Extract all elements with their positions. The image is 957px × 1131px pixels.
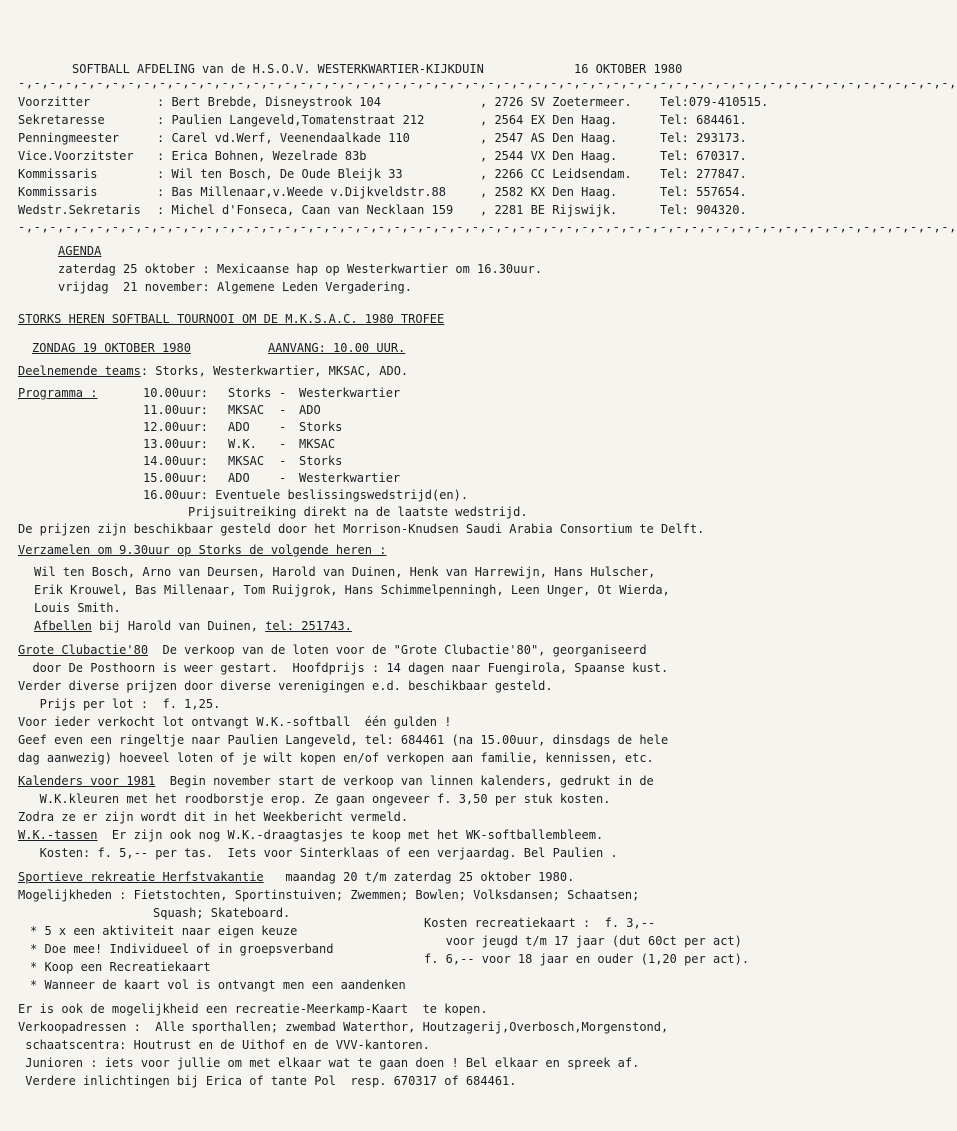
board-row — [18, 185, 788, 201]
program-dash: - — [279, 437, 287, 451]
agenda-item: zaterdag 25 oktober : Mexicaanse hap op Westerkwartier om 16.30uur. — [58, 262, 543, 276]
board-tel: Tel: 904320. — [660, 203, 747, 217]
agenda-heading: AGENDA — [58, 244, 102, 258]
info-note: Verdere inlichtingen bij Erica of tante Pol resp. 670317 of 684461. — [18, 1074, 517, 1088]
kalenders-text: W.K.kleuren met het roodborstje erop. Ze gaan ongeveer f. 3,50 per stuk kosten. — [18, 792, 611, 806]
program-team-a: Storks — [228, 386, 272, 400]
program-time: 12.00uur: — [143, 420, 209, 434]
recreatie-dates: maandag 20 t/m zaterdag 25 oktober 1980. — [263, 870, 575, 884]
tassen-line — [18, 828, 603, 842]
separator-bottom: -,-,-,-,-,-,-,-,-,-,-,-,-,-,-,-,-,-,-,-,-,-,-,-,-,-,-,-,-,-,-,-,-,-,-,-,-,-,-,-,-,-,-,-,-,-,-,-,-,-,-,-,-,-,-,-,-,-,-,-, — [18, 220, 957, 234]
costs-line: f. 6,-- voor 18 jaar en ouder (1,20 per act). — [424, 952, 750, 966]
board-row — [18, 167, 788, 183]
board-tel: Tel:079-410515. — [660, 95, 769, 109]
board-name: : Bert Brebde, Disneystrook 104 — [157, 95, 381, 109]
separator-top: -,-,-,-,-,-,-,-,-,-,-,-,-,-,-,-,-,-,-,-,-,-,-,-,-,-,-,-,-,-,-,-,-,-,-,-,-,-,-,-,-,-,-,-,-,-,-,-,-,-,-,-,-,-,-,-,-,-,-,-, — [18, 76, 957, 90]
program-team-a: MKSAC — [228, 454, 265, 468]
recreatie-bullet: * Koop een Recreatiekaart — [30, 960, 211, 974]
agenda-item: vrijdag 21 november: Algemene Leden Vergadering. — [58, 280, 413, 294]
program-award: Prijsuitreiking direkt na de laatste wedstrijd. — [188, 505, 528, 519]
tournament-title: STORKS HEREN SOFTBALL TOURNOOI OM DE M.K.S.A.C. 1980 TROFEE — [18, 312, 445, 326]
teams-list: : Storks, Westerkwartier, MKSAC, ADO. — [140, 364, 409, 378]
cancel-text: bij Harold van Duinen, — [91, 619, 266, 633]
board-row — [18, 149, 788, 165]
players-line: Wil ten Bosch, Arno van Deursen, Harold van Duinen, Henk van Harrewijn, Hans Hulscher, — [34, 565, 656, 579]
options-list: Fietstochten, Sportinstuiven; Zwemmen; Bowlen; Volksdansen; Schaatsen; — [126, 888, 640, 902]
options-list: Squash; Skateboard. — [153, 906, 291, 920]
newsletter-title: SOFTBALL AFDELING van de H.S.O.V. WESTERKWARTIER-KIJKDUIN — [72, 62, 484, 76]
tassen-text: Er zijn ook nog W.K.-draagtasjes te koop met het WK-softballembleem. — [97, 828, 604, 842]
board-zip: , 2547 AS Den Haag. — [480, 131, 618, 145]
board-role: Sekretaresse — [18, 113, 105, 127]
newsletter-date: 16 OKTOBER 1980 — [574, 62, 683, 76]
program-team-b: Westerkwartier — [299, 471, 401, 485]
board-tel: Tel: 684461. — [660, 113, 747, 127]
gather-heading: Verzamelen om 9.30uur op Storks de volgende heren : — [18, 543, 387, 557]
clubactie-text: De verkoop van de loten voor de "Grote Clubactie'80", georganiseerd — [148, 643, 647, 657]
program-team-b: Storks — [299, 454, 343, 468]
board-row — [18, 203, 788, 219]
teams-label: Deelnemende teams — [18, 364, 141, 378]
board-name: : Bas Millenaar,v.Weede v.Dijkveldstr.88 — [157, 185, 446, 199]
board-name: : Paulien Langeveld,Tomatenstraat 212 — [157, 113, 425, 127]
program-team-b: ADO — [299, 403, 321, 417]
players-line: Louis Smith. — [34, 601, 121, 615]
board-name: : Michel d'Fonseca, Caan van Necklaan 159 — [157, 203, 454, 217]
board-row — [18, 131, 788, 147]
board-tel: Tel: 557654. — [660, 185, 747, 199]
program-dash: - — [279, 454, 287, 468]
board-role: Wedstr.Sekretaris — [18, 203, 141, 217]
board-zip: , 2726 SV Zoetermeer. — [480, 95, 632, 109]
board-tel: Tel: 293173. — [660, 131, 747, 145]
costs-line: Kosten recreatiekaart : f. 3,-- — [424, 916, 656, 930]
board-zip: , 2564 EX Den Haag. — [480, 113, 618, 127]
board-name: : Wil ten Bosch, De Oude Bleijk 33 — [157, 167, 403, 181]
recreatie-line — [18, 870, 574, 884]
options-line — [18, 888, 639, 902]
options-label: Mogelijkheden : — [18, 888, 127, 902]
cancel-label: Afbellen — [34, 619, 92, 633]
clubactie-text: Prijs per lot : f. 1,25. — [18, 697, 221, 711]
board-role: Penningmeester — [18, 131, 120, 145]
program-time: 14.00uur: — [143, 454, 209, 468]
addresses-line: schaatscentra: Houtrust en de Uithof en de VVV-kantoren. — [18, 1038, 430, 1052]
board-name: : Carel vd.Werf, Veenendaalkade 110 — [157, 131, 410, 145]
board-row — [18, 113, 788, 129]
program-final: 16.00uur: Eventuele beslissingswedstrijd(en). — [143, 488, 469, 502]
board-role: Vice.Voorzitster — [18, 149, 134, 163]
program-time: 11.00uur: — [143, 403, 209, 417]
program-team-b: Westerkwartier — [299, 386, 401, 400]
recreatie-heading: Sportieve rekreatie Herfstvakantie — [18, 870, 264, 884]
board-row — [18, 95, 788, 111]
board-role: Kommissaris — [18, 167, 98, 181]
clubactie-line — [18, 643, 647, 657]
board-zip: , 2544 VX Den Haag. — [480, 149, 618, 163]
board-tel: Tel: 277847. — [660, 167, 747, 181]
recreatie-bullet: * Wanneer de kaart vol is ontvangt men een aandenken — [30, 978, 406, 992]
clubactie-text: Verder diverse prijzen door diverse verenigingen e.d. beschikbaar gesteld. — [18, 679, 553, 693]
clubactie-text: door De Posthoorn is weer gestart. Hoofdprijs : 14 dagen naar Fuengirola, Spaanse kust. — [18, 661, 669, 675]
tassen-text: Kosten: f. 5,-- per tas. Iets voor Sinterklaas of een verjaardag. Bel Paulien . — [18, 846, 618, 860]
board-tel: Tel: 670317. — [660, 149, 747, 163]
clubactie-text: Geef even een ringeltje naar Paulien Langeveld, tel: 684461 (na 15.00uur, dinsdags de hele — [18, 733, 669, 747]
tournament-date: ZONDAG 19 OKTOBER 1980 — [32, 341, 191, 355]
kalenders-heading: Kalenders voor 1981 — [18, 774, 156, 788]
board-zip: , 2582 KX Den Haag. — [480, 185, 618, 199]
program-team-b: Storks — [299, 420, 343, 434]
prizes-note: De prijzen zijn beschikbaar gesteld door het Morrison-Knudsen Saudi Arabia Consortium te Delft. — [18, 522, 705, 536]
recreatie-bullet: * 5 x een aktiviteit naar eigen keuze — [30, 924, 298, 938]
clubactie-text: dag aanwezig) hoeveel loten of je wilt kopen en/of verkopen aan familie, kennissen, etc. — [18, 751, 654, 765]
clubactie-heading: Grote Clubactie'80 — [18, 643, 149, 657]
cancel-line — [34, 619, 352, 633]
cancel-tel: tel: 251743. — [265, 619, 352, 633]
meerkamp-note: Er is ook de mogelijkheid een recreatie-Meerkamp-Kaart te kopen. — [18, 1002, 488, 1016]
program-time: 15.00uur: — [143, 471, 209, 485]
tournament-start: AANVANG: 10.00 UUR. — [268, 341, 406, 355]
program-dash: - — [279, 471, 287, 485]
program-dash: - — [279, 403, 287, 417]
kalenders-text: Zodra ze er zijn wordt dit in het Weekbericht vermeld. — [18, 810, 409, 824]
program-dash: - — [279, 386, 287, 400]
board-role: Voorzitter — [18, 95, 91, 109]
kalenders-line — [18, 774, 654, 788]
program-time: 10.00uur: — [143, 386, 209, 400]
program-team-a: ADO — [228, 471, 250, 485]
board-zip: , 2266 CC Leidsendam. — [480, 167, 632, 181]
program-label: Programma : — [18, 386, 98, 400]
tassen-heading: W.K.-tassen — [18, 828, 98, 842]
program-time: 13.00uur: — [143, 437, 209, 451]
recreatie-bullet: * Doe mee! Individueel of in groepsverband — [30, 942, 334, 956]
junioren-note: Junioren : iets voor jullie om met elkaar wat te gaan doen ! Bel elkaar en spreek af. — [18, 1056, 640, 1070]
program-dash: - — [279, 420, 287, 434]
program-team-b: MKSAC — [299, 437, 336, 451]
teams-line — [18, 364, 408, 378]
program-team-a: ADO — [228, 420, 250, 434]
players-line: Erik Krouwel, Bas Millenaar, Tom Ruijgrok, Hans Schimmelpenningh, Leen Unger, Ot Wierda, — [34, 583, 670, 597]
clubactie-text: Voor ieder verkocht lot ontvangt W.K.-softball één gulden ! — [18, 715, 452, 729]
costs-line: voor jeugd t/m 17 jaar (dut 60ct per act) — [424, 934, 742, 948]
program-team-a: MKSAC — [228, 403, 265, 417]
board-role: Kommissaris — [18, 185, 98, 199]
board-name: : Erica Bohnen, Wezelrade 83b — [157, 149, 367, 163]
program-team-a: W.K. — [228, 437, 257, 451]
addresses-line: Verkoopadressen : Alle sporthallen; zwembad Waterthor, Houtzagerij,Overbosch,Morgenstond, — [18, 1020, 669, 1034]
kalenders-text: Begin november start de verkoop van linnen kalenders, gedrukt in de — [155, 774, 654, 788]
board-zip: , 2281 BE Rijswijk. — [480, 203, 618, 217]
